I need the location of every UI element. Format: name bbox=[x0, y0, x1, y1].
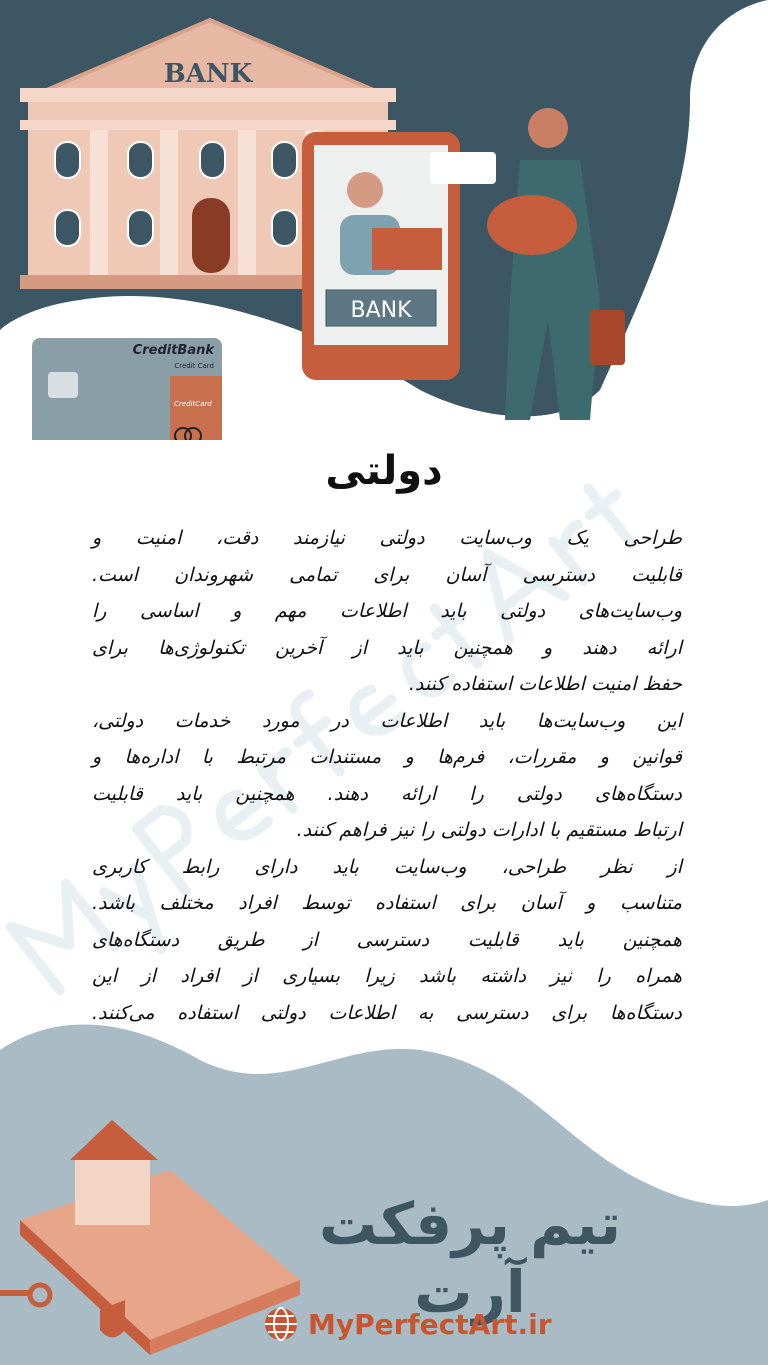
phone-bank-sign: BANK bbox=[350, 298, 412, 323]
credit-card bbox=[32, 338, 222, 440]
text-line: متناسب و آسان برای استفاده توسط افراد مختلف باشد. bbox=[92, 892, 682, 914]
page-title: دولتی bbox=[325, 448, 443, 494]
card-badge: CreditCard bbox=[174, 400, 212, 408]
text-line: دستگاه‌های دولتی را ارائه دهند. همچنین باید قابلیت bbox=[92, 782, 682, 805]
text-line: ارتباط مستقیم با ادارات دولتی را نیز فراهم کنند. bbox=[296, 819, 682, 841]
text-line: وب‌سایت‌های دولتی باید اطلاعات مهم و اساسی را bbox=[92, 600, 682, 622]
website-url[interactable]: MyPerfectArt.ir bbox=[308, 1307, 552, 1341]
globe-icon bbox=[262, 1305, 300, 1343]
body-paragraph bbox=[92, 520, 682, 1031]
text-line: قابلیت دسترسی آسان برای تمامی شهروندان است. bbox=[92, 563, 682, 586]
card-subtitle: Credit Card bbox=[174, 362, 214, 370]
text-line: این وب‌سایت‌ها باید اطلاعات در مورد خدمات دولتی، bbox=[92, 709, 682, 732]
website-link[interactable] bbox=[262, 1305, 552, 1343]
header-illustration bbox=[0, 0, 768, 440]
text-line: حفظ امنیت اطلاعات استفاده کنند. bbox=[408, 673, 682, 695]
text-line: دستگاه‌ها برای دسترسی به اطلاعات دولتی استفاده می‌کنند. bbox=[92, 1001, 682, 1024]
text-line: همراه را نیز داشته باشد زیرا بسیاری از افراد از این bbox=[92, 965, 682, 987]
card-title: CreditBank bbox=[132, 343, 214, 358]
brand-name: تیم پرفکت آرت bbox=[318, 1190, 622, 1326]
text-line: ارائه دهند و همچنین باید از آخرین تکنولوژی‌ها برای bbox=[92, 636, 682, 659]
text-line: همچنین باید قابلیت دسترسی از طریق دستگاه‌های bbox=[92, 928, 682, 951]
text-line: قوانین و مقررات، فرم‌ها و مستندات مرتبط با اداره‌ها و bbox=[92, 746, 682, 768]
text-line: از نظر طراحی، وب‌سایت باید دارای رابط کاربری bbox=[92, 855, 682, 878]
text-line: طراحی یک وب‌سایت دولتی نیازمند دقت، امنیت و bbox=[92, 527, 682, 549]
bank-sign: BANK bbox=[163, 59, 253, 89]
